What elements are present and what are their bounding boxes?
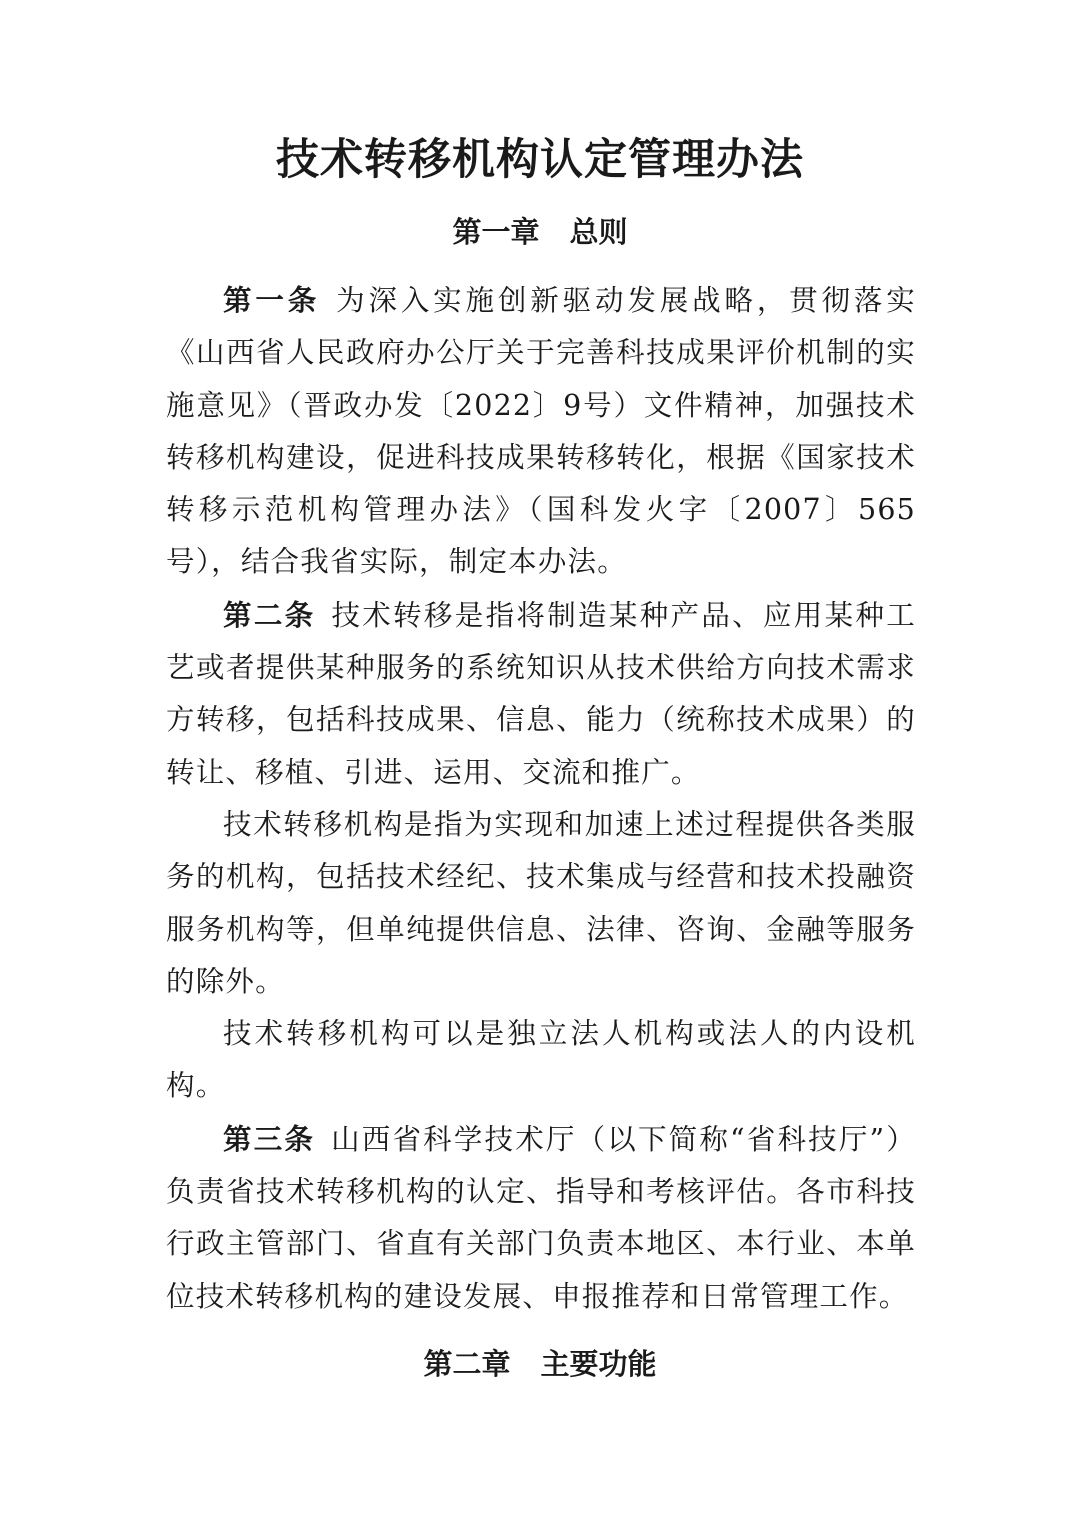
article-2-text-3: 技术转移机构可以是独立法人机构或法人的内设机构。 xyxy=(166,1017,916,1103)
chapter-2-heading xyxy=(0,1344,1080,1384)
article-2-text-2: 技术转移机构是指为实现和加速上述过程提供各类服务的机构，包括技术经纪、技术集成与经营和技术投融资服务机构等，但单纯提供信息、法律、咨询、金融等服务的除外。 xyxy=(166,807,916,998)
article-2-paragraph xyxy=(166,589,916,799)
article-3-paragraph xyxy=(166,1113,916,1323)
article-2-paragraph-2 xyxy=(166,799,916,1008)
article-1-paragraph xyxy=(166,274,916,589)
chapter-1-name: 总则 xyxy=(569,215,628,249)
article-2-paragraph-3 xyxy=(166,1008,916,1113)
article-2-text: 技术转移是指将制造某种产品、应用某种工艺或者提供某种服务的系统知识从技术供给方向技术需求方转移，包括科技成果、信息、能力（统称技术成果）的转让、移植、引进、运用、交流和推广。 xyxy=(166,598,916,789)
article-3-text: 山西省科学技术厅（以下简称“省科技厅”）负责省技术转移机构的认定、指导和考核评估。各市科技行政主管部门、省直有关部门负责本地区、本行业、本单位技术转移机构的建设发展、申报推荐和日常管理工作。 xyxy=(166,1122,916,1313)
article-2-label: 第二条 xyxy=(223,597,316,632)
document-title: 技术转移机构认定管理办法 xyxy=(276,135,804,185)
chapter-1-number: 第一章 xyxy=(452,215,540,249)
chapter-1-heading xyxy=(0,212,1080,252)
article-1-label: 第一条 xyxy=(223,283,321,317)
chapter-2-number: 第二章 xyxy=(423,1347,511,1381)
article-1-text: 为深入实施创新驱动发展战略，贯彻落实《山西省人民政府办公厅关于完善科技成果评价机制的实施意见》（晋政办发〔2022〕9号）文件精神，加强技术转移机构建设，促进科技成果转移转化，根据《国家技术转移示范机构管理办法》（国科发火字〔2007〕565号），结合我省实际，制定本办法。 xyxy=(166,284,916,579)
chapter-2-name: 主要功能 xyxy=(540,1347,657,1381)
article-3-label: 第三条 xyxy=(223,1121,316,1156)
document-body xyxy=(166,274,916,1323)
